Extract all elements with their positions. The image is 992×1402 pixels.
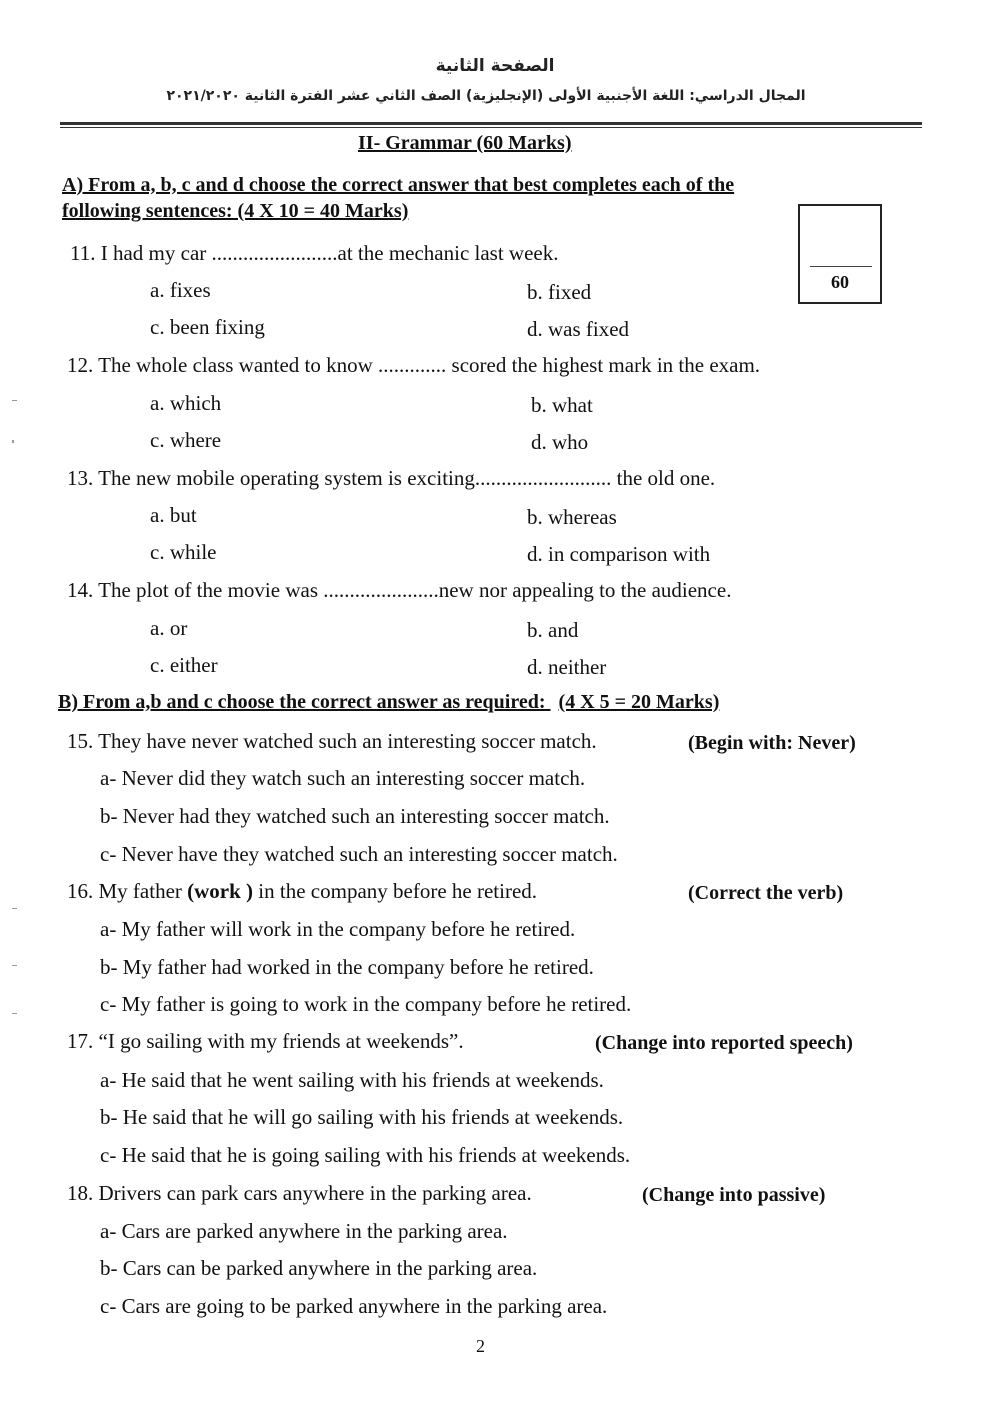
score-box: [798, 204, 882, 304]
question-12-option-a: a. which: [150, 391, 222, 415]
part-b-instruction: [58, 691, 719, 714]
header-divider-thin: [60, 127, 922, 128]
question-13-option-c: c. while: [150, 540, 217, 564]
scan-mark: [12, 1013, 17, 1014]
question-15-task: (Begin with: Never): [688, 732, 856, 754]
question-16-option-b: b- My father had worked in the company before he retired.: [100, 955, 594, 979]
question-15-option-b: b- Never had they watched such an interesting soccer match.: [100, 804, 610, 828]
section-title: II- Grammar (60 Marks): [358, 132, 572, 154]
question-12-option-b: b. what: [531, 393, 593, 417]
question-17-option-b: b- He said that he will go sailing with his friends at weekends.: [100, 1105, 624, 1129]
question-16-option-c: c- My father is going to work in the company before he retired.: [100, 992, 632, 1016]
question-14-option-c: c. either: [150, 653, 218, 677]
question-14-option-b: b. and: [527, 618, 579, 642]
question-17-option-a: a- He said that he went sailing with his friends at weekends.: [100, 1068, 604, 1092]
page-label: الصفحة الثانية: [435, 56, 555, 76]
score-box-line: [810, 266, 872, 267]
question-11-option-b: b. fixed: [527, 280, 592, 304]
question-12-option-c: c. where: [150, 428, 222, 452]
question-12-stem: 12. The whole class wanted to know ............. scored the highest mark in the exam.: [67, 353, 761, 377]
question-15-stem: 15. They have never watched such an interesting soccer match.: [67, 729, 597, 753]
scan-mark: [12, 400, 17, 401]
question-16-option-a: a- My father will work in the company before he retired.: [100, 917, 576, 941]
question-15-option-c: c- Never have they watched such an interesting soccer match.: [100, 842, 618, 866]
question-13-option-a: a. but: [150, 503, 197, 527]
question-14-stem: 14. The plot of the movie was ......................new nor appealing to the audience.: [67, 578, 732, 602]
scan-mark: [12, 908, 17, 909]
part-b-instruction-text: B) From a,b and c choose the correct answer as required:: [58, 691, 546, 713]
question-11-option-c: c. been fixing: [150, 315, 265, 339]
part-a-instruction-line1: A) From a, b, c and d choose the correct answer that best completes each of the: [62, 174, 735, 196]
question-11-option-d: d. was fixed: [527, 317, 630, 341]
question-17-task: (Change into reported speech): [595, 1032, 853, 1054]
question-15-option-a: a- Never did they watch such an interesting soccer match.: [100, 766, 586, 790]
scan-mark: [12, 965, 17, 966]
question-16-stem-post: in the company before he retired.: [258, 879, 538, 903]
question-18-option-c: c- Cars are going to be parked anywhere in the parking area.: [100, 1294, 608, 1318]
question-12-option-d: d. who: [531, 430, 589, 454]
question-13-option-d: d. in comparison with: [527, 542, 711, 566]
question-17-stem: 17. “I go sailing with my friends at weekends”.: [67, 1029, 464, 1053]
part-b-instruction-marks: (4 X 5 = 20 Marks): [558, 691, 720, 713]
question-14-option-d: d. neither: [527, 655, 607, 679]
question-11-option-a: a. fixes: [150, 278, 211, 302]
question-17-option-c: c- He said that he is going sailing with his friends at weekends.: [100, 1143, 631, 1167]
question-11-stem: 11. I had my car ........................at the mechanic last week.: [70, 241, 559, 265]
question-18-option-a: a- Cars are parked anywhere in the parking area.: [100, 1219, 508, 1243]
question-16-stem: [67, 879, 537, 904]
question-16-verb: (work ): [187, 879, 254, 903]
question-14-option-a: a. or: [150, 616, 188, 640]
question-18-stem: 18. Drivers can park cars anywhere in the parking area.: [67, 1181, 532, 1205]
question-13-stem: 13. The new mobile operating system is exciting.......................... the old one.: [67, 466, 716, 490]
question-16-task: (Correct the verb): [688, 882, 844, 904]
score-box-value: 60: [831, 272, 849, 292]
question-13-option-b: b. whereas: [527, 505, 617, 529]
subject-line: المجال الدراسي: اللغة الأجنبية الأولى (الإنجليزية) الصف الثاني عشر الفترة الثانية ٢٠٢١/٢٠٢٠: [166, 88, 806, 104]
question-18-task: (Change into passive): [642, 1184, 826, 1206]
part-a-instruction-line2: following sentences: (4 X 10 = 40 Marks): [62, 200, 409, 222]
scan-mark: [12, 440, 14, 443]
header-divider: [60, 122, 922, 125]
question-16-stem-pre: 16. My father: [67, 879, 182, 903]
question-18-option-b: b- Cars can be parked anywhere in the parking area.: [100, 1256, 538, 1280]
page-number: 2: [476, 1336, 485, 1356]
